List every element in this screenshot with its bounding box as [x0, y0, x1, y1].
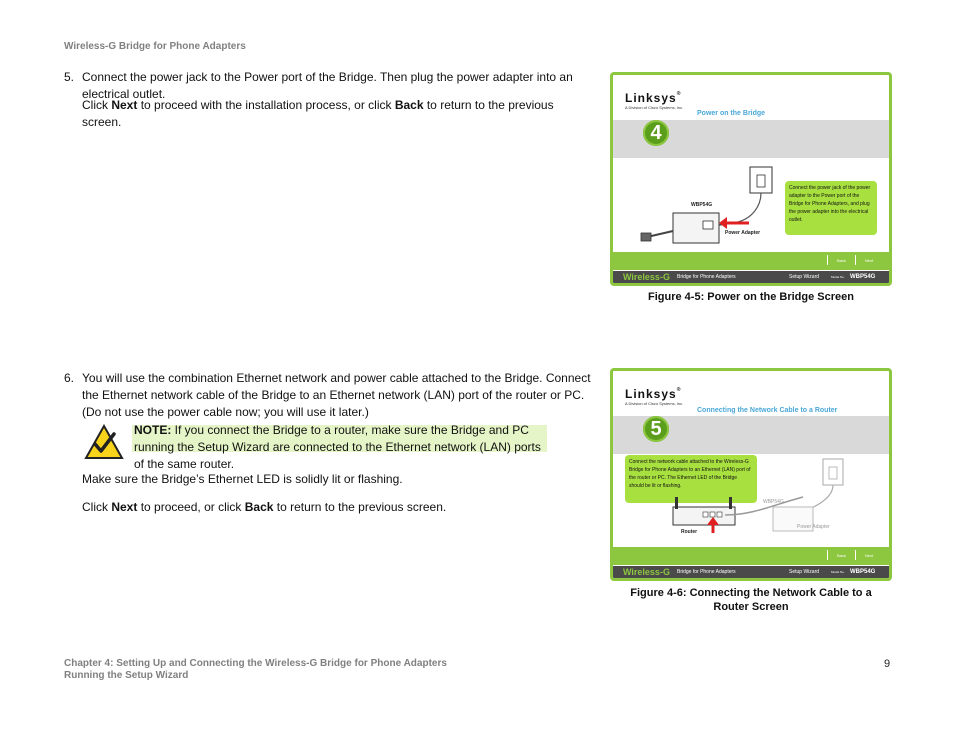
- step-5-text: Connect the power jack to the Power port of the Bridge. Then plug the power adapter into an electrical outlet.: [82, 70, 573, 101]
- running-header: Wireless-G Bridge for Phone Adapters: [64, 41, 246, 52]
- instruction-callout: Connect the power jack of the power adapter to the Power port of the Bridge for Phone Adapters, and plug the power adapter into the electrical outlet.: [785, 181, 877, 235]
- wall-outlet-icon: [823, 459, 843, 485]
- product-bar: [613, 271, 889, 283]
- adapter-label: Power Adapter: [797, 524, 830, 530]
- divider: [827, 255, 828, 265]
- wireless-g-logo: Wireless-G: [623, 272, 670, 282]
- linksys-logo-subtitle: A Division of Cisco Systems, Inc.: [625, 401, 684, 406]
- model-number: WBP54G: [850, 274, 876, 280]
- figure-4-6-screenshot: [610, 368, 892, 581]
- device-label: WBP54G: [691, 202, 713, 208]
- step-6-click-instruction: Click Next to proceed, or click Back to return to the previous screen.: [82, 500, 447, 514]
- warning-checkmark-icon: [84, 424, 124, 460]
- figure-4-5-caption: Figure 4-5: Power on the Bridge Screen: [648, 291, 854, 303]
- caption-line-1: Figure 4-6: Connecting the Network Cable to a: [630, 587, 872, 599]
- step-circle: 4: [643, 120, 669, 146]
- adapter-label: Power Adapter: [725, 230, 761, 236]
- wizard-label: Setup Wizard: [789, 569, 820, 575]
- figure-4-6-caption: [610, 586, 892, 614]
- next-button[interactable]: Next: [865, 258, 874, 263]
- wireless-g-logo: Wireless-G: [623, 567, 670, 577]
- step-circle: 5: [643, 416, 669, 442]
- divider: [855, 550, 856, 560]
- led-instruction: Make sure the Bridge’s Ethernet LED is solidly lit or flashing.: [82, 472, 403, 486]
- note-text: NOTE: If you connect the Bridge to a router, make sure the Bridge and PC running the Setup Wizard are connected to the Ethernet network (LAN) ports of the same router.: [134, 423, 541, 471]
- screen-title: Power on the Bridge: [697, 110, 766, 117]
- caption-line-2: Router Screen: [713, 601, 789, 613]
- instruction-callout: Connect the network cable attached to the Wireless-G Bridge for Phone Adapters to an Ethernet (LAN) port of the router or PC. The Ethernet LED of the Bridge should be lit or flashing.: [625, 455, 757, 503]
- nav-bar: [613, 252, 889, 270]
- back-button[interactable]: Back: [837, 553, 846, 558]
- router-label: Router: [681, 529, 698, 535]
- product-bar: [613, 566, 889, 578]
- model-label: Model No.: [831, 275, 845, 279]
- footer-section: Running the Setup Wizard: [64, 670, 189, 681]
- model-label: Model No.: [831, 570, 845, 574]
- figure-4-5-screenshot: [610, 72, 892, 286]
- page-number: 9: [884, 658, 891, 670]
- linksys-logo: Linksys®: [625, 387, 682, 401]
- divider: [855, 255, 856, 265]
- nav-bar: [613, 547, 889, 565]
- next-button[interactable]: Next: [865, 553, 874, 558]
- screen-title: Connecting the Network Cable to a Router: [697, 407, 838, 414]
- linksys-logo-subtitle: A Division of Cisco Systems, Inc.: [625, 105, 684, 110]
- wizard-label: Setup Wizard: [789, 274, 820, 280]
- step-5-click-instruction: Click Next to proceed with the installation process, or click Back to return to the previous screen.: [82, 98, 554, 129]
- device-label: WBP54G: [763, 499, 784, 505]
- linksys-logo: Linksys®: [625, 91, 682, 105]
- model-number: WBP54G: [850, 569, 876, 575]
- product-name: Bridge for Phone Adapters: [677, 569, 736, 575]
- product-name: Bridge for Phone Adapters: [677, 274, 736, 280]
- divider: [827, 550, 828, 560]
- step-6-text: You will use the combination Ethernet network and power cable attached to the Bridge. Connect the Ethernet network cable of the Bridge to an Ethernet network (LAN) port of the router or PC. (Do not use the power cable now; you will use it later.): [82, 371, 591, 419]
- step-6-number: 6.: [64, 371, 75, 385]
- back-button[interactable]: Back: [837, 258, 846, 263]
- step-5-number: 5.: [64, 70, 75, 84]
- footer-chapter: Chapter 4: Setting Up and Connecting the Wireless-G Bridge for Phone Adapters: [64, 658, 447, 669]
- wall-outlet-icon: [750, 167, 772, 193]
